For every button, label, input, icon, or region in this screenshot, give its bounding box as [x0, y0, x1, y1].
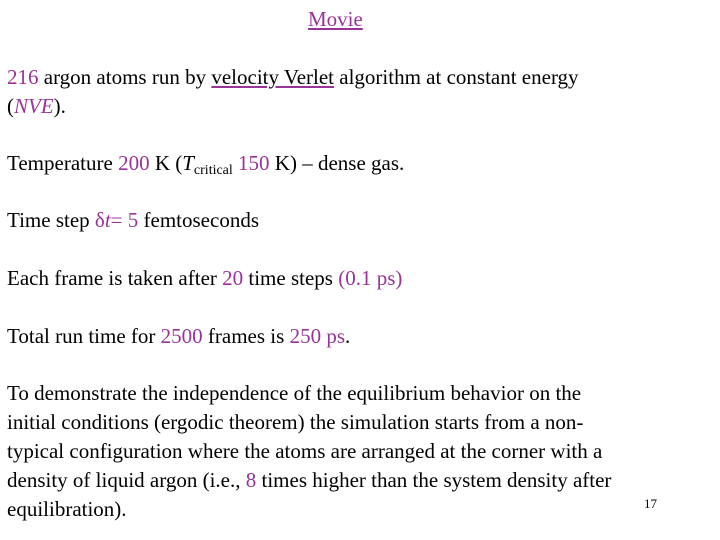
ensemble-nve: NVE [14, 94, 54, 118]
text-run: density of liquid argon (i.e., [7, 468, 246, 492]
paragraph-line-4 [7, 467, 611, 493]
text-run: . [345, 324, 351, 348]
velocity-verlet-link[interactable]: velocity Verlet [211, 65, 335, 89]
text-run: Each frame is taken after [7, 266, 223, 290]
t-symbol: T [182, 151, 194, 175]
density-factor: 8 [245, 468, 257, 492]
frame-count: 2500 [160, 324, 203, 348]
steps-per-frame: 20 [222, 266, 244, 290]
delta-symbol: δ [94, 208, 105, 232]
text-run: time steps [243, 266, 339, 290]
page-number: 17 [644, 496, 657, 511]
movie-link[interactable]: Movie [308, 7, 363, 31]
text-run: Temperature [7, 151, 119, 175]
paragraph-line-5: equilibration). [7, 497, 127, 521]
text-run: K ( [149, 151, 183, 175]
text-run: femtoseconds [138, 208, 259, 232]
frame-line [7, 265, 402, 291]
total-time: 250 ps [289, 324, 345, 348]
text-run: Time step [7, 208, 95, 232]
paragraph-line-2: initial conditions (ergodic theorem) the simulation starts from a non- [7, 410, 584, 434]
atom-count: 216 [7, 65, 39, 89]
text-run: ( [7, 94, 14, 118]
text-run: times higher than the system density after [256, 468, 612, 492]
critical-temperature-value: 150 [232, 151, 270, 175]
total-run-line [7, 323, 350, 349]
text-run: Total run time for [7, 324, 161, 348]
time-step-line [7, 207, 259, 233]
frame-duration: (0.1 ps) [338, 266, 403, 290]
temperature-value: 200 [118, 151, 150, 175]
ensemble-line [7, 93, 66, 119]
text-run: argon atoms run by [38, 65, 212, 89]
paragraph-line-3: typical configuration where the atoms are arranged at the corner with a [7, 439, 603, 463]
text-run: algorithm at constant energy [334, 65, 579, 89]
text-run: frames is [202, 324, 290, 348]
time-step-value: = 5 [110, 208, 139, 232]
paragraph-line-1: To demonstrate the independence of the equilibrium behavior on the [7, 381, 582, 405]
argon-description-line [7, 64, 579, 90]
text-run: ). [53, 94, 66, 118]
temperature-line [7, 150, 404, 176]
t-variable: t [104, 208, 111, 232]
text-run: K) – dense gas. [269, 151, 405, 175]
t-critical-subscript: critical [193, 163, 233, 178]
